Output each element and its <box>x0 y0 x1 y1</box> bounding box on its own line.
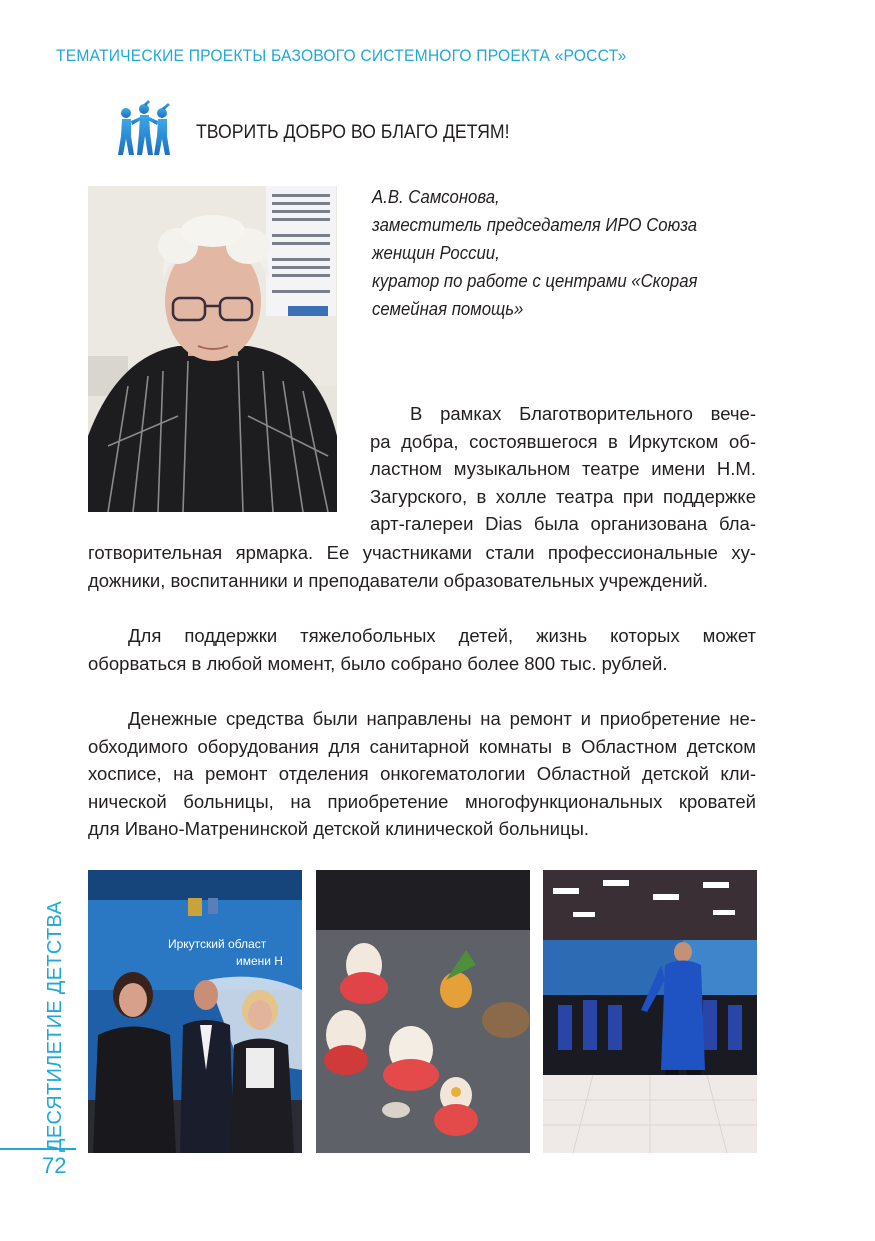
author-name: А.В. Самсонова, <box>372 187 500 207</box>
text-line: Загурского, в холле театра при поддержке <box>370 485 756 507</box>
banner-text: имени Н <box>236 954 283 968</box>
running-header: ТЕМАТИЧЕСКИЕ ПРОЕКТЫ БАЗОВОГО СИСТЕМНОГО ПРОЕКТА «РОССТ» <box>56 46 627 65</box>
text-line: оборваться в любой момент, было собрано более 800 тыс. рублей. <box>88 652 668 674</box>
section-title: ТВОРИТЬ ДОБРО ВО БЛАГО ДЕТЯМ! <box>196 122 510 143</box>
text-line: для Ивано-Матренинской детской клинической больницы. <box>88 818 590 840</box>
event-photo-orchestra <box>543 870 757 1153</box>
author-position-line: женщин России, <box>372 243 500 263</box>
author-position-line: куратор по работе с центрами «Скорая <box>372 271 698 291</box>
event-photo-guests <box>88 870 302 1153</box>
author-attribution <box>372 183 772 323</box>
text-line: хосписе, на ремонт отделения онкогематологии Областной детской кли- <box>88 763 756 785</box>
paragraph-1-continued <box>88 539 756 594</box>
author-portrait <box>88 186 337 512</box>
text-line: В рамках Благотворительного вече- <box>410 403 756 424</box>
author-position-line: семейная помощь» <box>372 299 524 319</box>
vertical-chapter-title: ДЕСЯТИЛЕТИЕ ДЕТСТВА <box>44 900 66 1152</box>
author-position-line: заместитель председателя ИРО Союза <box>372 215 698 235</box>
text-line: обходимого оборудования для санитарной комнаты в Областном детском <box>88 735 756 757</box>
banner-text: Иркутский област <box>168 937 267 951</box>
children-figures-icon <box>114 100 174 158</box>
paragraph-2 <box>88 622 756 677</box>
page-number: 72 <box>42 1153 67 1178</box>
paragraph-1-wrapped <box>370 400 756 538</box>
text-line: Денежные средства были направлены на ремонт и приобретение не- <box>128 708 756 729</box>
text-line: дожники, воспитанники и преподаватели образовательных учреждений. <box>88 569 709 591</box>
text-line: ластном музыкальном театре имени Н.М. <box>370 458 756 480</box>
text-line: арт-галереи Dias была организована бла- <box>370 513 756 535</box>
text-line: Для поддержки тяжелобольных детей, жизнь которых может <box>128 625 756 646</box>
event-photo-crafts <box>316 870 530 1153</box>
text-line: ра добра, состоявшегося в Иркутском об- <box>370 430 756 452</box>
text-line: готворительная ярмарка. Ее участниками стали профессиональные ху- <box>88 542 756 563</box>
paragraph-3 <box>88 705 756 843</box>
text-line: нической больницы, на приобретение многофункциональных кроватей <box>88 790 756 812</box>
